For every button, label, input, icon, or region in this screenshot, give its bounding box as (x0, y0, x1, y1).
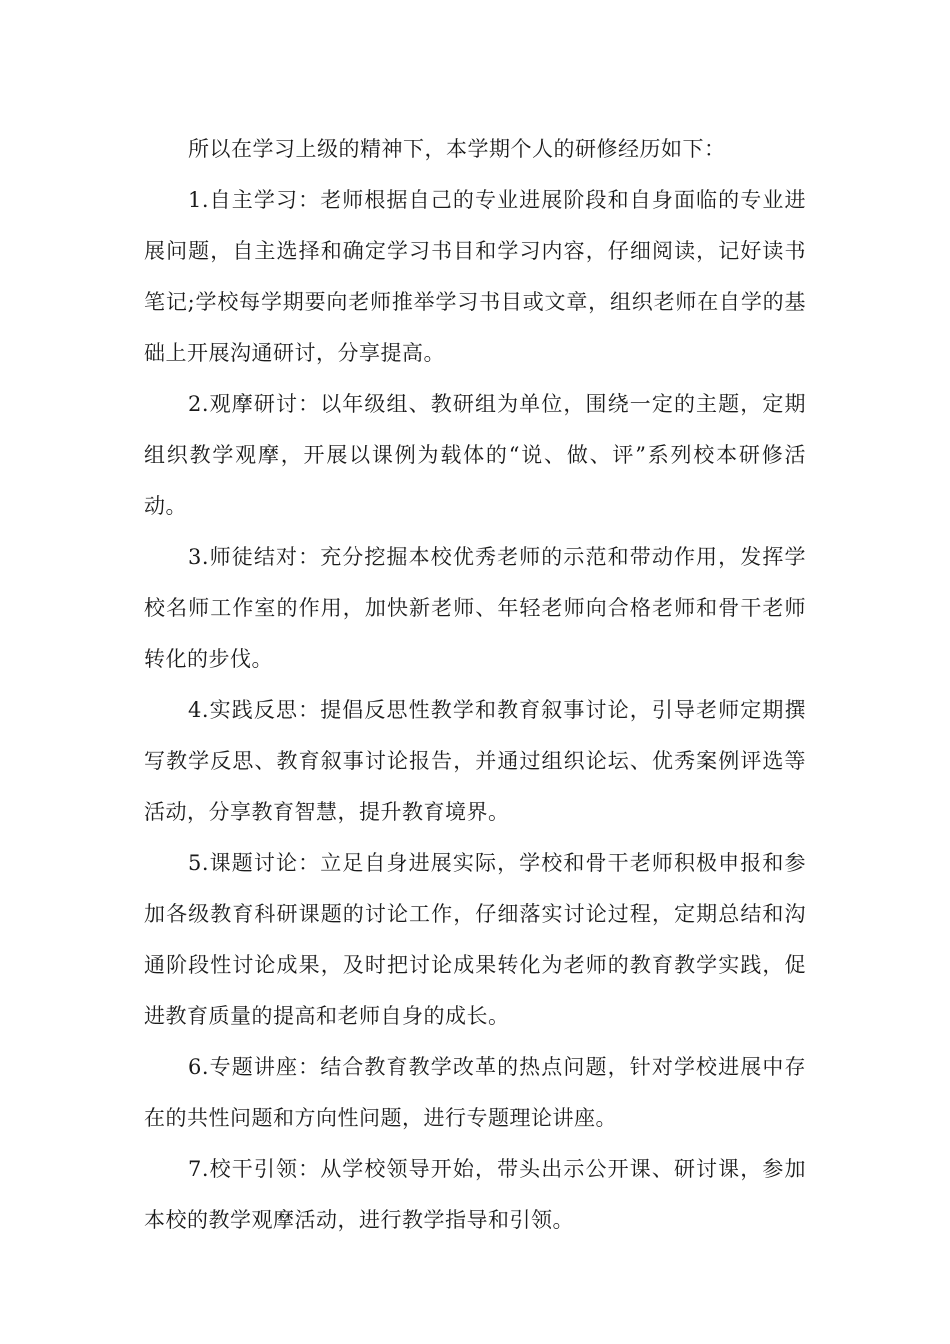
document-body (144, 124, 806, 1246)
item-observation-research: 2.观摩研讨：以年级组、教研组为单位，围绕一定的主题，定期组织教学观摩，开展以课例为载体的“说、做、评”系列校本研修活动。 (144, 392, 806, 518)
item-leadership-guidance: 7.校干引领：从学校领导开始，带头出示公开课、研讨课，参加本校的教学观摩活动，进行教学指导和引领。 (144, 1157, 806, 1232)
item-mentor-pairing: 3.师徒结对：充分挖掘本校优秀老师的示范和带动作用，发挥学校名师工作室的作用，加快新老师、年轻老师向合格老师和骨干老师转化的步伐。 (144, 545, 806, 671)
item-practice-reflection: 4.实践反思：提倡反思性教学和教育叙事讨论，引导老师定期撰写教学反思、教育叙事讨论报告，并通过组织论坛、优秀案例评选等活动，分享教育智慧，提升教育境界。 (144, 698, 806, 824)
item-self-study: 1.自主学习：老师根据自己的专业进展阶段和自身面临的专业进展问题，自主选择和确定学习书目和学习内容，仔细阅读，记好读书笔记;学校每学期要向老师推举学习书目或文章，组织老师在自学的基础上开展沟通研讨，分享提高。 (144, 188, 806, 365)
item-project-discussion: 5.课题讨论：立足自身进展实际，学校和骨干老师积极申报和参加各级教育科研课题的讨论工作，仔细落实讨论过程，定期总结和沟通阶段性讨论成果，及时把讨论成果转化为老师的教育教学实践，促进教育质量的提高和老师自身的成长。 (144, 851, 806, 1028)
intro-paragraph: 所以在学习上级的精神下，本学期个人的研修经历如下： (188, 137, 726, 161)
item-special-lecture: 6.专题讲座：结合教育教学改革的热点问题，针对学校进展中存在的共性问题和方向性问题，进行专题理论讲座。 (144, 1055, 806, 1130)
